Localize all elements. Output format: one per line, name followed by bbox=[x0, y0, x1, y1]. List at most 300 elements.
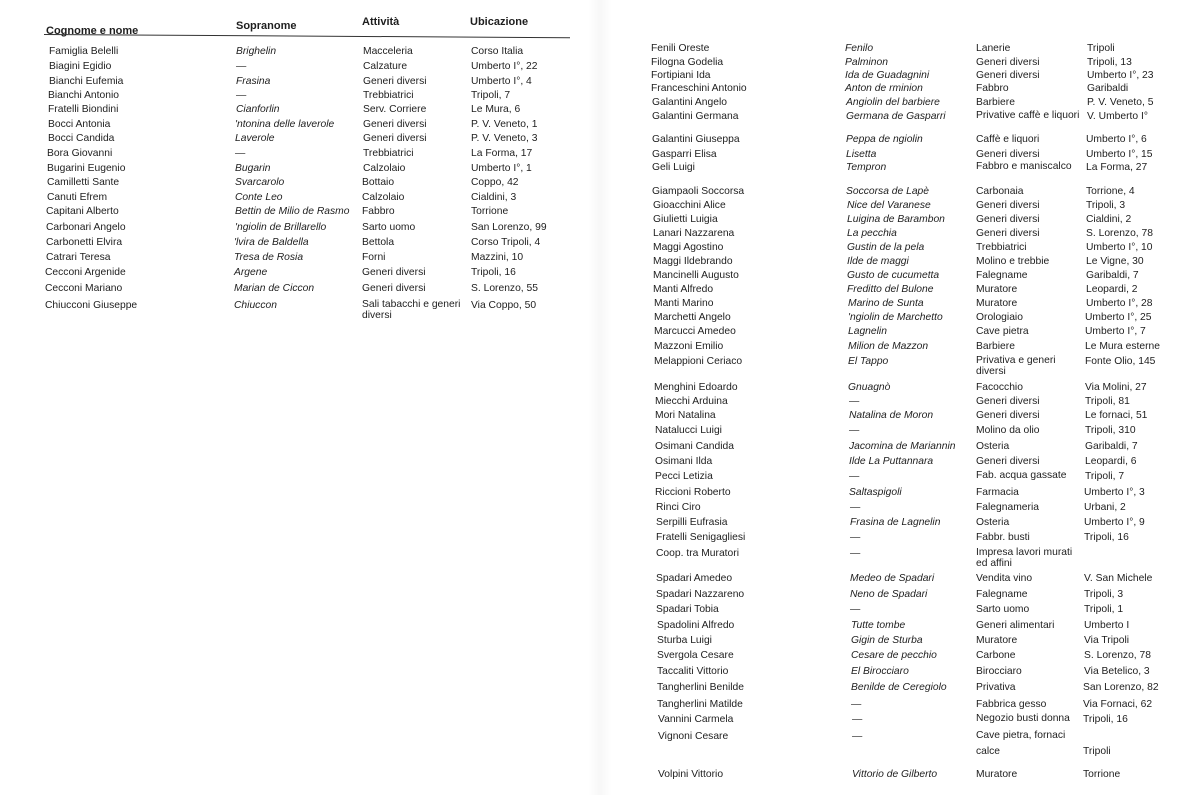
table-row bbox=[600, 241, 1200, 254]
location-cell: Umberto I°, 7 bbox=[1085, 326, 1146, 337]
activity-cell: Farmacia bbox=[976, 487, 1019, 498]
nickname-cell: — bbox=[851, 699, 862, 710]
nickname-cell: Soccorsa de Lapè bbox=[846, 186, 930, 197]
name-cell: Gasparri Elisa bbox=[652, 149, 717, 160]
table-row bbox=[600, 56, 1200, 69]
nickname-cell: Marian de Ciccon bbox=[234, 283, 315, 294]
location-cell: Tripoli, 3 bbox=[1084, 589, 1124, 600]
activity-cell: Generi diversi bbox=[976, 228, 1040, 239]
nickname-cell: Brighelin bbox=[236, 46, 277, 57]
nickname-cell: Jacomina de Mariannin bbox=[849, 441, 956, 452]
activity-cell: Fab. acqua gassate bbox=[976, 470, 1067, 481]
activity-cell: Falegnameria bbox=[976, 502, 1039, 513]
nickname-cell: Lisetta bbox=[846, 149, 877, 160]
name-cell: Manti Alfredo bbox=[653, 284, 714, 295]
nickname-cell: Bugarin bbox=[235, 163, 271, 174]
table-row bbox=[0, 147, 600, 160]
location-cell: Leopardi, 6 bbox=[1085, 456, 1137, 467]
nickname-cell: Germana de Gasparri bbox=[846, 111, 946, 122]
activity-cell: Trebbiatrici bbox=[363, 90, 414, 101]
table-row bbox=[600, 161, 1200, 174]
nickname-cell: Gustin de la pela bbox=[847, 242, 925, 253]
nickname-cell: La pecchia bbox=[847, 228, 897, 239]
table-row bbox=[600, 440, 1200, 453]
nickname-cell: Angiolin del barbiere bbox=[846, 97, 940, 108]
nickname-cell: Ilde La Puttannara bbox=[849, 456, 934, 467]
name-cell: Fratelli Senigagliesi bbox=[656, 532, 746, 543]
name-cell: Galantini Angelo bbox=[652, 97, 727, 108]
name-cell: Spadolini Alfredo bbox=[657, 620, 735, 631]
nickname-cell: Medeo de Spadari bbox=[850, 573, 935, 584]
name-cell: Giampaoli Soccorsa bbox=[652, 186, 745, 197]
name-cell: Marchetti Angelo bbox=[654, 312, 731, 323]
activity-cell: Macceleria bbox=[363, 46, 413, 57]
nickname-cell: — bbox=[849, 396, 860, 407]
location-cell: P. V. Veneto, 3 bbox=[471, 133, 538, 144]
activity-cell: Barbiere bbox=[976, 341, 1015, 352]
table-row bbox=[600, 96, 1200, 109]
name-cell: Catrari Teresa bbox=[46, 252, 111, 263]
table-row bbox=[600, 297, 1200, 310]
name-cell: Fortipiani Ida bbox=[651, 70, 711, 81]
table-row bbox=[600, 69, 1200, 82]
activity-cell: Carbone bbox=[976, 650, 1016, 661]
table-row bbox=[0, 236, 600, 249]
nickname-cell: El Birocciaro bbox=[851, 666, 909, 677]
location-cell: Tripoli, 310 bbox=[1085, 425, 1136, 436]
activity-cell: Generi diversi bbox=[976, 57, 1040, 68]
table-row bbox=[0, 75, 600, 88]
location-cell: Cialdini, 2 bbox=[1086, 214, 1132, 225]
table-row bbox=[600, 547, 1200, 569]
name-cell: Lanari Nazzarena bbox=[653, 228, 735, 239]
location-cell: Cialdini, 3 bbox=[471, 192, 517, 203]
location-cell: Tripoli, 3 bbox=[1086, 200, 1126, 211]
activity-cell: Privativa e generi diversi bbox=[976, 355, 1056, 377]
name-cell: Riccioni Roberto bbox=[655, 487, 731, 498]
nickname-cell: — bbox=[850, 604, 861, 615]
nickname-cell: 'lvira de Baldella bbox=[234, 237, 309, 248]
location-cell: Umberto I°, 28 bbox=[1086, 298, 1153, 309]
nickname-cell: — bbox=[849, 471, 860, 482]
name-cell: Bianchi Antonio bbox=[48, 90, 119, 101]
table-row bbox=[600, 311, 1200, 324]
activity-cell: Facocchio bbox=[976, 382, 1023, 393]
location-cell: Umberto I°, 3 bbox=[1084, 487, 1145, 498]
table-row bbox=[600, 619, 1200, 632]
location-cell: Coppo, 42 bbox=[471, 177, 519, 188]
activity-cell: Privativa bbox=[976, 682, 1016, 693]
table-row bbox=[600, 269, 1200, 282]
activity-cell: Cave pietra, fornaci bbox=[976, 730, 1066, 741]
activity-cell: Barbiere bbox=[976, 97, 1015, 108]
table-row bbox=[0, 299, 600, 321]
nickname-cell: Tutte tombe bbox=[851, 620, 906, 631]
table-row bbox=[600, 185, 1200, 198]
nickname-cell: Cianforlin bbox=[236, 104, 280, 115]
table-row bbox=[600, 409, 1200, 422]
nickname-cell: Gusto de cucumetta bbox=[847, 270, 940, 281]
nickname-cell: Lagnelin bbox=[848, 326, 887, 337]
location-cell: Le Mura, 6 bbox=[471, 104, 521, 115]
name-cell: Bocci Candida bbox=[48, 133, 115, 144]
nickname-cell: Fenilo bbox=[845, 43, 874, 54]
name-cell: Mancinelli Augusto bbox=[653, 270, 739, 281]
location-cell: La Forma, 27 bbox=[1086, 162, 1148, 173]
activity-cell: Serv. Corriere bbox=[363, 104, 427, 115]
name-cell: Fratelli Biondini bbox=[48, 104, 119, 115]
name-cell: Coop. tra Muratori bbox=[656, 548, 739, 559]
name-cell: Rinci Ciro bbox=[656, 502, 701, 513]
nickname-cell: Ida de Guadagnini bbox=[845, 70, 930, 81]
activity-cell: Calzature bbox=[363, 61, 408, 72]
name-cell: Galantini Giuseppa bbox=[652, 134, 740, 145]
table-row bbox=[600, 148, 1200, 161]
activity-cell: Muratore bbox=[976, 635, 1018, 646]
location-cell: San Lorenzo, 82 bbox=[1083, 682, 1159, 693]
activity-cell: Osteria bbox=[976, 441, 1010, 452]
name-cell: Cecconi Mariano bbox=[45, 283, 123, 294]
name-cell: Spadari Amedeo bbox=[656, 573, 733, 584]
location-cell: Tripoli, 1 bbox=[1084, 604, 1124, 615]
header-location: Ubicazione bbox=[470, 16, 529, 28]
nickname-cell: — bbox=[850, 548, 861, 559]
table-row bbox=[0, 266, 600, 279]
table-row bbox=[600, 572, 1200, 585]
activity-cell: Molino da olio bbox=[976, 425, 1040, 436]
location-cell: P. V. Veneto, 1 bbox=[471, 119, 538, 130]
table-row bbox=[0, 191, 600, 204]
activity-cell: Fabbro bbox=[976, 83, 1009, 94]
table-row bbox=[0, 282, 600, 295]
activity-cell: Carbonaia bbox=[976, 186, 1024, 197]
activity-cell: Generi diversi bbox=[976, 410, 1040, 421]
nickname-cell: Anton de rminion bbox=[845, 83, 923, 94]
table-row bbox=[600, 355, 1200, 377]
location-cell: Umberto I°, 9 bbox=[1084, 517, 1145, 528]
location-cell: Tripoli bbox=[1083, 746, 1111, 757]
location-cell: Le fornaci, 51 bbox=[1085, 410, 1148, 421]
location-cell: Corso Tripoli, 4 bbox=[471, 237, 541, 248]
table-row bbox=[600, 455, 1200, 468]
nickname-cell: — bbox=[850, 532, 861, 543]
nickname-cell: — bbox=[850, 502, 861, 513]
activity-cell: Caffè e liquori bbox=[976, 134, 1040, 145]
table-row bbox=[600, 283, 1200, 296]
activity-cell: Bottaio bbox=[362, 177, 395, 188]
activity-cell: Lanerie bbox=[976, 43, 1011, 54]
nickname-cell: Cesare de pecchio bbox=[851, 650, 937, 661]
location-cell: Torrione bbox=[1083, 769, 1121, 780]
table-row bbox=[600, 649, 1200, 662]
activity-cell: Muratore bbox=[976, 298, 1018, 309]
nickname-cell: Milion de Mazzon bbox=[848, 341, 929, 352]
name-cell: Chiucconi Giuseppe bbox=[45, 300, 138, 311]
location-cell: Via Betelico, 3 bbox=[1084, 666, 1150, 677]
name-cell: Spadari Tobia bbox=[656, 604, 719, 615]
table-row bbox=[600, 713, 1200, 726]
activity-cell: Generi alimentari bbox=[976, 620, 1055, 631]
name-cell: Geli Luigi bbox=[652, 162, 695, 173]
activity-cell: Muratore bbox=[976, 769, 1018, 780]
table-row bbox=[600, 133, 1200, 146]
location-cell: San Lorenzo, 99 bbox=[471, 222, 547, 233]
table-row bbox=[600, 470, 1200, 483]
table-row bbox=[600, 486, 1200, 499]
activity-cell: Forni bbox=[362, 252, 386, 263]
activity-cell: Sarto uomo bbox=[976, 604, 1030, 615]
location-cell: Umberto I°, 25 bbox=[1085, 312, 1152, 323]
name-cell: Cecconi Argenide bbox=[45, 267, 126, 278]
nickname-cell: Natalina de Moron bbox=[849, 410, 934, 421]
name-cell: Maggi Agostino bbox=[653, 242, 724, 253]
table-row bbox=[600, 381, 1200, 394]
location-cell: Tripoli, 81 bbox=[1085, 396, 1130, 407]
location-cell: S. Lorenzo, 78 bbox=[1086, 228, 1153, 239]
activity-cell: Bettola bbox=[362, 237, 395, 248]
table-row bbox=[600, 501, 1200, 514]
name-cell: Tangherlini Matilde bbox=[657, 699, 743, 710]
table-row bbox=[600, 255, 1200, 268]
table-row bbox=[600, 588, 1200, 601]
activity-cell: Generi diversi bbox=[976, 396, 1040, 407]
nickname-cell: — bbox=[236, 61, 247, 72]
activity-cell: Generi diversi bbox=[363, 119, 427, 130]
location-cell: Umberto I°, 22 bbox=[471, 61, 538, 72]
table-row bbox=[0, 103, 600, 116]
name-cell: Bianchi Eufemia bbox=[49, 76, 124, 87]
name-cell: Capitani Alberto bbox=[46, 206, 119, 217]
nickname-cell: Vittorio de Gilberto bbox=[852, 769, 938, 780]
activity-cell: Osteria bbox=[976, 517, 1010, 528]
activity-cell: Birocciaro bbox=[976, 666, 1022, 677]
location-cell: V. San Michele bbox=[1084, 573, 1153, 584]
name-cell: Marcucci Amedeo bbox=[654, 326, 736, 337]
name-cell: Gioacchini Alice bbox=[653, 200, 726, 211]
location-cell: Leopardi, 2 bbox=[1086, 284, 1138, 295]
name-cell: Svergola Cesare bbox=[657, 650, 734, 661]
activity-cell: Calzolaio bbox=[363, 163, 406, 174]
activity-cell: calce bbox=[976, 746, 1001, 757]
activity-cell: Generi diversi bbox=[363, 133, 427, 144]
location-cell: Garibaldi, 7 bbox=[1086, 270, 1139, 281]
header-name: Cognome e nome bbox=[46, 25, 139, 37]
activity-cell: Privative caffè e liquori bbox=[976, 110, 1080, 121]
name-cell: Volpini Vittorio bbox=[658, 769, 724, 780]
activity-cell: Fabbr. busti bbox=[976, 532, 1030, 543]
location-cell: Via Molini, 27 bbox=[1085, 382, 1147, 393]
table-row bbox=[0, 251, 600, 264]
nickname-cell: Peppa de ngiolin bbox=[846, 134, 923, 145]
name-cell: Bocci Antonia bbox=[48, 119, 111, 130]
name-cell: Bugarini Eugenio bbox=[47, 163, 126, 174]
name-cell: Menghini Edoardo bbox=[654, 382, 738, 393]
table-row bbox=[0, 89, 600, 102]
name-cell: Sturba Luigi bbox=[657, 635, 712, 646]
location-cell: Torrione bbox=[471, 206, 509, 217]
location-cell: Le Vigne, 30 bbox=[1086, 256, 1144, 267]
name-cell: Carbonetti Elvira bbox=[46, 237, 123, 248]
location-cell: Tripoli, 16 bbox=[1083, 714, 1128, 725]
nickname-cell: Saltaspigoli bbox=[849, 487, 902, 498]
location-cell: S. Lorenzo, 78 bbox=[1084, 650, 1151, 661]
name-cell: Fenili Oreste bbox=[651, 43, 710, 54]
nickname-cell: Svarcarolo bbox=[235, 177, 285, 188]
nickname-cell: Nice del Varanese bbox=[847, 200, 931, 211]
activity-cell: Sarto uomo bbox=[362, 222, 416, 233]
table-row bbox=[600, 325, 1200, 338]
nickname-cell: Palminon bbox=[845, 57, 888, 68]
right-page bbox=[600, 0, 1200, 795]
name-cell: Vignoni Cesare bbox=[658, 731, 729, 742]
table-row bbox=[600, 531, 1200, 544]
location-cell: Corso Italia bbox=[471, 46, 524, 57]
activity-cell: Vendita vino bbox=[976, 573, 1033, 584]
activity-cell: Trebbiatrici bbox=[976, 242, 1027, 253]
activity-cell: Generi diversi bbox=[362, 267, 426, 278]
location-cell: Tripoli bbox=[1087, 43, 1115, 54]
location-cell: Via Tripoli bbox=[1084, 635, 1130, 646]
name-cell: Bora Giovanni bbox=[47, 148, 113, 159]
activity-cell: Calzolaio bbox=[362, 192, 405, 203]
table-row bbox=[0, 45, 600, 58]
name-cell: Maggi Ildebrando bbox=[653, 256, 733, 267]
name-cell: Carbonari Angelo bbox=[46, 222, 126, 233]
table-row bbox=[0, 205, 600, 218]
name-cell: Canuti Efrem bbox=[47, 192, 108, 203]
table-row bbox=[600, 82, 1200, 95]
activity-cell: Molino e trebbie bbox=[976, 256, 1050, 267]
table-row bbox=[600, 681, 1200, 694]
name-cell: Giulietti Luigia bbox=[653, 214, 718, 225]
table-row bbox=[0, 221, 600, 234]
activity-cell: Generi diversi bbox=[362, 283, 426, 294]
nickname-cell: Marino de Sunta bbox=[848, 298, 924, 309]
location-cell: Umberto I°, 15 bbox=[1086, 149, 1153, 160]
location-cell: Tripoli, 16 bbox=[1084, 532, 1129, 543]
activity-cell: Generi diversi bbox=[976, 200, 1040, 211]
table-row bbox=[600, 698, 1200, 711]
activity-cell: Trebbiatrici bbox=[363, 148, 414, 159]
table-row bbox=[600, 745, 1200, 758]
table-row bbox=[0, 118, 600, 131]
nickname-cell: Bettin de Milio de Rasmo bbox=[235, 206, 350, 217]
location-cell: Mazzini, 10 bbox=[471, 252, 524, 263]
activity-cell: Falegname bbox=[976, 589, 1028, 600]
nickname-cell: Gigin de Sturba bbox=[851, 635, 923, 646]
nickname-cell: Chiuccon bbox=[234, 300, 277, 311]
nickname-cell: Neno de Spadari bbox=[850, 589, 928, 600]
name-cell: Serpilli Eufrasia bbox=[656, 517, 728, 528]
table-row bbox=[600, 665, 1200, 678]
location-cell: Via Fornaci, 62 bbox=[1083, 699, 1153, 710]
header-activity: Attività bbox=[362, 16, 400, 28]
location-cell: Garibaldi, 7 bbox=[1085, 441, 1138, 452]
name-cell: Tangherlini Benilde bbox=[657, 682, 745, 693]
activity-cell: Sali tabacchi e generi diversi bbox=[362, 299, 461, 321]
location-cell: Urbani, 2 bbox=[1084, 502, 1126, 513]
nickname-cell: Gnuagnò bbox=[848, 382, 891, 393]
activity-cell: Falegname bbox=[976, 270, 1028, 281]
activity-cell: Orologiaio bbox=[976, 312, 1023, 323]
nickname-cell: Luigina de Barambon bbox=[847, 214, 945, 225]
table-row bbox=[0, 176, 600, 189]
nickname-cell: Frasina bbox=[236, 76, 271, 87]
location-cell: Umberto I°, 4 bbox=[471, 76, 532, 87]
nickname-cell: Freditto del Bulone bbox=[847, 284, 934, 295]
table-row bbox=[600, 603, 1200, 616]
location-cell: Tripoli, 7 bbox=[471, 90, 511, 101]
activity-cell: Fabbro e maniscalco bbox=[976, 161, 1072, 172]
name-cell: Manti Marino bbox=[654, 298, 714, 309]
name-cell: Natalucci Luigi bbox=[655, 425, 722, 436]
activity-cell: Generi diversi bbox=[976, 456, 1040, 467]
nickname-cell: — bbox=[236, 90, 247, 101]
location-cell: Umberto I°, 1 bbox=[471, 163, 532, 174]
location-cell: V. Umberto I° bbox=[1087, 111, 1148, 122]
activity-cell: Fabbro bbox=[362, 206, 395, 217]
nickname-cell: Tempron bbox=[846, 162, 887, 173]
name-cell: Galantini Germana bbox=[652, 111, 739, 122]
name-cell: Pecci Letizia bbox=[655, 471, 713, 482]
location-cell: Tripoli, 16 bbox=[471, 267, 516, 278]
location-cell: Garibaldi bbox=[1087, 83, 1129, 94]
activity-cell: Generi diversi bbox=[363, 76, 427, 87]
activity-cell: Cave pietra bbox=[976, 326, 1029, 337]
nickname-cell: Benilde de Ceregiolo bbox=[851, 682, 947, 693]
table-row bbox=[600, 199, 1200, 212]
activity-cell: Impresa lavori murati ed affini bbox=[976, 547, 1073, 569]
nickname-cell: — bbox=[235, 148, 246, 159]
name-cell: Spadari Nazzareno bbox=[656, 589, 745, 600]
name-cell: Franceschini Antonio bbox=[651, 83, 747, 94]
activity-cell: Generi diversi bbox=[976, 70, 1040, 81]
table-row bbox=[600, 213, 1200, 226]
nickname-cell: Frasina de Lagnelin bbox=[850, 517, 941, 528]
activity-cell: Muratore bbox=[976, 284, 1018, 295]
table-row bbox=[600, 730, 1200, 743]
table-row bbox=[600, 424, 1200, 437]
table-row bbox=[600, 768, 1200, 781]
nickname-cell: 'ngiolin de Marchetto bbox=[848, 312, 943, 323]
name-cell: Miecchi Arduina bbox=[655, 396, 728, 407]
name-cell: Osimani Ilda bbox=[655, 456, 713, 467]
table-row bbox=[600, 42, 1200, 55]
location-cell: Umberto I°, 10 bbox=[1086, 242, 1153, 253]
nickname-cell: Ilde de maggi bbox=[847, 256, 909, 267]
table-row bbox=[0, 162, 600, 175]
location-cell: Umberto I°, 23 bbox=[1087, 70, 1154, 81]
name-cell: Vannini Carmela bbox=[658, 714, 734, 725]
name-cell: Biagini Egidio bbox=[49, 61, 112, 72]
nickname-cell: Conte Leo bbox=[235, 192, 283, 203]
name-cell: Filogna Godelia bbox=[651, 57, 724, 68]
location-cell: Tripoli, 13 bbox=[1087, 57, 1132, 68]
table-row bbox=[600, 634, 1200, 647]
table-row bbox=[0, 60, 600, 73]
nickname-cell: 'ntonina delle laverole bbox=[235, 119, 335, 130]
name-cell: Camilletti Sante bbox=[47, 177, 120, 188]
name-cell: Osimani Candida bbox=[655, 441, 734, 452]
location-cell: Le Mura esterne bbox=[1085, 341, 1160, 352]
name-cell: Mazzoni Emilio bbox=[654, 341, 724, 352]
activity-cell: Fabbrica gesso bbox=[976, 699, 1047, 710]
nickname-cell: — bbox=[852, 714, 863, 725]
location-cell: Via Coppo, 50 bbox=[471, 300, 537, 311]
nickname-cell: — bbox=[849, 425, 860, 436]
table-row bbox=[600, 110, 1200, 123]
name-cell: Melappioni Ceriaco bbox=[654, 356, 743, 367]
